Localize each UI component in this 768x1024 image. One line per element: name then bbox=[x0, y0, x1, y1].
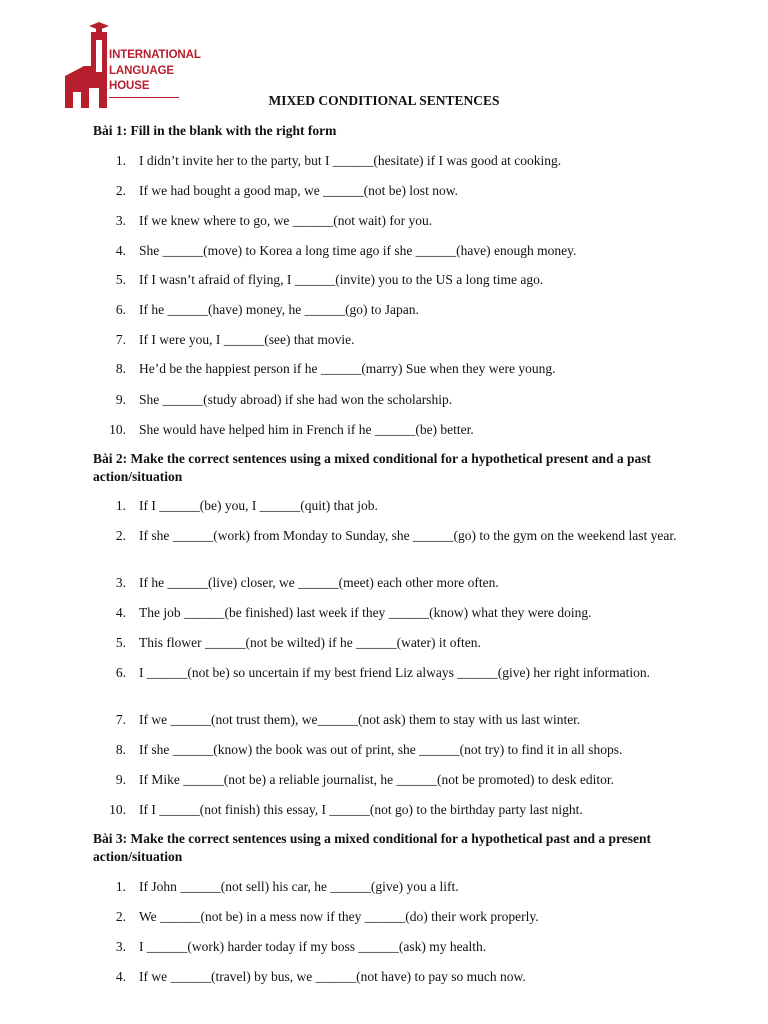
item-text: If I ______(be) you, I ______(quit) that job. bbox=[139, 498, 378, 513]
item-number: 5. bbox=[115, 272, 126, 287]
item-text: He’d be the happiest person if he ______(marry) Sue when they were young. bbox=[139, 361, 556, 376]
item-number: 3. bbox=[115, 939, 126, 954]
logo-line-2: LANGUAGE bbox=[109, 64, 175, 77]
item-text: If I ______(not finish) this essay, I ______(not go) to the birthday party last night. bbox=[139, 802, 583, 817]
item-text: I didn’t invite her to the party, but I ______(hesitate) if I was good at cooking. bbox=[139, 153, 562, 168]
item-number: 7. bbox=[115, 332, 126, 347]
item-number: 1. bbox=[115, 498, 126, 513]
item-number: 4. bbox=[115, 605, 126, 620]
item-number: 1. bbox=[115, 879, 126, 894]
item-text: If I wasn’t afraid of flying, I ______(invite) you to the US a long time ago. bbox=[139, 272, 544, 287]
logo-line-1: INTERNATIONAL bbox=[109, 49, 201, 61]
item-text: I ______(work) harder today if my boss ______(ask) my health. bbox=[139, 939, 487, 954]
item-number: 10. bbox=[109, 422, 126, 437]
item-number: 4. bbox=[115, 969, 126, 984]
item-number: 8. bbox=[115, 361, 126, 376]
logo-wordmark bbox=[109, 48, 201, 95]
item-number: 3. bbox=[115, 575, 126, 590]
item-number: 2. bbox=[115, 528, 126, 543]
item-text: She would have helped him in French if he ______(be) better. bbox=[139, 422, 474, 437]
section-1-heading: Bài 1: Fill in the blank with the right form bbox=[93, 123, 337, 138]
item-number: 2. bbox=[115, 909, 126, 924]
item-text: We ______(not be) in a mess now if they ______(do) their work properly. bbox=[139, 909, 539, 924]
item-text: If we knew where to go, we ______(not wait) for you. bbox=[139, 213, 433, 228]
item-text: If she ______(know) the book was out of print, she ______(not try) to find it in all shops. bbox=[139, 742, 623, 757]
item-text: If we ______(travel) by bus, we ______(not have) to pay so much now. bbox=[139, 969, 526, 984]
item-text: If I were you, I ______(see) that movie. bbox=[139, 332, 355, 347]
item-number: 9. bbox=[115, 772, 126, 787]
item-number: 3. bbox=[115, 213, 126, 228]
item-number: 7. bbox=[115, 712, 126, 727]
item-text: This flower ______(not be wilted) if he ______(water) it often. bbox=[139, 635, 481, 650]
item-text: If Mike ______(not be) a reliable journalist, he ______(not be promoted) to desk editor. bbox=[139, 772, 615, 787]
item-number: 1. bbox=[115, 153, 126, 168]
item-text: If we ______(not trust them), we______(not ask) them to stay with us last winter. bbox=[139, 712, 581, 727]
item-number: 9. bbox=[115, 392, 126, 407]
item-text: I ______(not be) so uncertain if my best friend Liz always ______(give) her right information. bbox=[139, 665, 650, 680]
item-number: 4. bbox=[115, 243, 126, 258]
item-number: 5. bbox=[115, 635, 126, 650]
section-3-heading: Bài 3: Make the correct sentences using a mixed conditional for a hypothetical past and a present action/situation bbox=[93, 831, 651, 864]
logo-line-3: HOUSE bbox=[109, 80, 150, 92]
item-text: If John ______(not sell) his car, he ______(give) you a lift. bbox=[139, 879, 459, 894]
item-number: 2. bbox=[115, 183, 126, 198]
item-text: If he ______(have) money, he ______(go) to Japan. bbox=[139, 302, 419, 317]
item-number: 10. bbox=[109, 802, 126, 817]
item-number: 8. bbox=[115, 742, 126, 757]
item-text: She ______(study abroad) if she had won the scholarship. bbox=[139, 392, 453, 407]
item-text: If we had bought a good map, we ______(not be) lost now. bbox=[139, 183, 458, 198]
item-number: 6. bbox=[115, 302, 126, 317]
item-number: 6. bbox=[115, 665, 126, 680]
item-text: If she ______(work) from Monday to Sunday, she ______(go) to the gym on the weekend last year. bbox=[139, 528, 677, 543]
item-text: The job ______(be finished) last week if they ______(know) what they were doing. bbox=[139, 605, 592, 620]
item-text: If he ______(live) closer, we ______(meet) each other more often. bbox=[139, 575, 499, 590]
section-2-heading: Bài 2: Make the correct sentences using a mixed conditional for a hypothetical present and a past action/situation bbox=[93, 451, 651, 484]
page-title: MIXED CONDITIONAL SENTENCES bbox=[268, 93, 500, 108]
item-text: She ______(move) to Korea a long time ago if she ______(have) enough money. bbox=[139, 243, 577, 258]
